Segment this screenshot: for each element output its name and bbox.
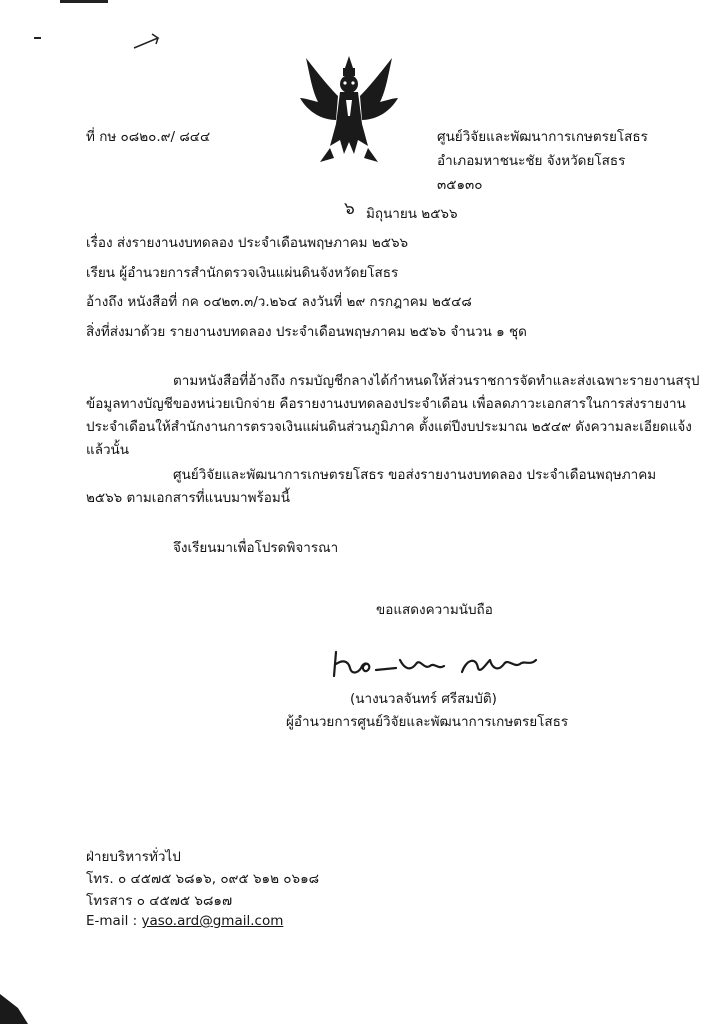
email-link[interactable]: yaso.ard@gmail.com (141, 913, 284, 929)
document-number: ที่ กษ ๐๘๒๐.๙/ ๘๔๔ (86, 129, 211, 145)
sender-name: ศูนย์วิจัยและพัฒนาการเกษตรยโสธร (437, 129, 648, 145)
contact-phone: โทร. ๐ ๔๕๗๕ ๖๘๑๖, ๐๙๕ ๖๑๒ ๐๖๑๘ (86, 871, 320, 887)
scan-mark-corner (0, 984, 40, 1024)
reference-line: อ้างถึง หนังสือที่ กค ๐๔๒๓.๓/ว.๒๖๔ ลงวันที่ ๒๙ กรกฎาคม ๒๕๔๘ (86, 294, 472, 310)
signatory-name: (นางนวลจันทร์ ศรีสมบัติ) (350, 691, 497, 707)
signatory-position: ผู้อำนวยการศูนย์วิจัยและพัฒนาการเกษตรยโสธร (286, 714, 569, 730)
body-para2-line1: ศูนย์วิจัยและพัฒนาการเกษตรยโสธร ขอส่งรายงานงบทดลอง ประจำเดือนพฤษภาคม (173, 467, 657, 483)
date-month-year: มิถุนายน ๒๕๖๖ (366, 206, 458, 222)
contact-email-row (86, 912, 283, 930)
scan-mark-top (60, 0, 108, 3)
body-para1-line2: ข้อมูลทางบัญชีของหน่วยเบิกจ่าย คือรายงานงบทดลองประจำเดือน เพื่อลดภาวะเอกสารในการส่งรายงาน (86, 396, 686, 412)
closing-phrase: ขอแสดงความนับถือ (376, 602, 493, 618)
recipient-line: เรียน ผู้อำนวยการสำนักตรวจเงินแผ่นดินจังหวัดยโสธร (86, 265, 399, 281)
body-para1-line1: ตามหนังสือที่อ้างถึง กรมบัญชีกลางได้กำหนดให้ส่วนราชการจัดทำและส่งเฉพาะรายงานสรุป (173, 373, 700, 389)
body-para3: จึงเรียนมาเพื่อโปรดพิจารณา (173, 540, 339, 556)
enclosure-line: สิ่งที่ส่งมาด้วย รายงานงบทดลอง ประจำเดือนพฤษภาคม ๒๕๖๖ จำนวน ๑ ชุด (86, 324, 527, 340)
body-para1-line3: ประจำเดือนให้สำนักงานการตรวจเงินแผ่นดินส่วนภูมิภาค ตั้งแต่ปีงบประมาณ ๒๕๔๙ ดังความละเอียดแจ้ง (86, 419, 692, 435)
sender-district: อำเภอมหาชนะชัย จังหวัดยโสธร (437, 153, 626, 169)
contact-department: ฝ่ายบริหารทั่วไป (86, 849, 181, 865)
scan-mark-left (34, 37, 41, 39)
contact-fax: โทรสาร ๐ ๔๕๗๕ ๖๘๑๗ (86, 893, 233, 909)
body-para1-line4: แล้วนั้น (86, 442, 130, 458)
handwritten-signature (326, 646, 546, 682)
body-para2-line2: ๒๕๖๖ ตามเอกสารที่แนบมาพร้อมนี้ (86, 490, 291, 506)
sender-postcode: ๓๕๑๓๐ (437, 177, 483, 193)
email-label: E-mail : (86, 913, 138, 929)
date-day: ๖ (344, 199, 355, 219)
garuda-emblem-icon (300, 54, 398, 166)
subject-line: เรื่อง ส่งรายงานงบทดลอง ประจำเดือนพฤษภาคม ๒๕๖๖ (86, 235, 409, 251)
scan-mark-stroke (128, 30, 168, 54)
